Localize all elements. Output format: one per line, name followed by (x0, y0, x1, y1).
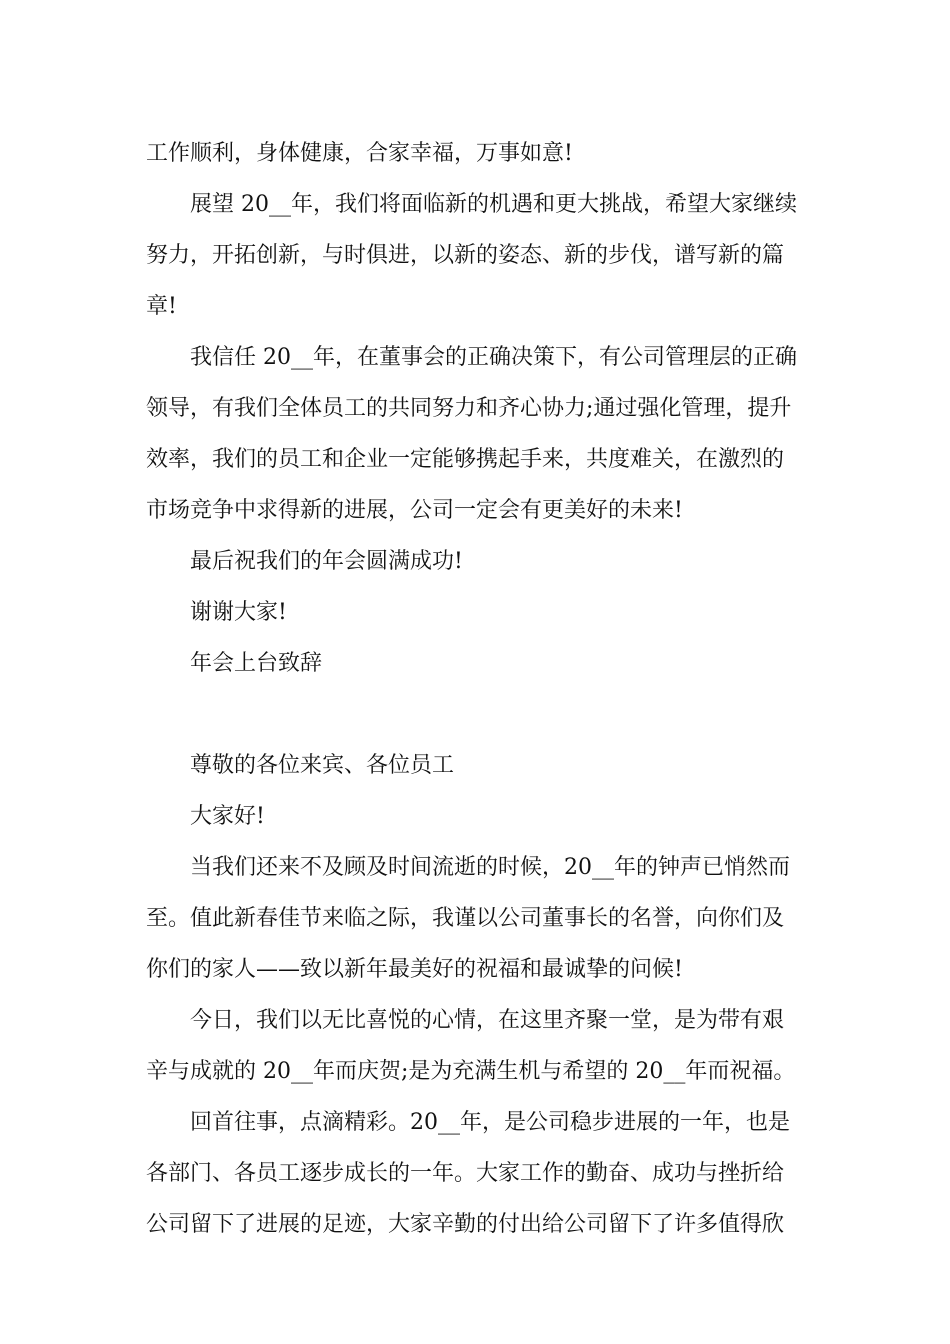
document-body (146, 128, 806, 1250)
text-line: 今日，我们以无比喜悦的心情，在这里齐聚一堂，是为带有艰 (190, 1008, 785, 1033)
text-line: 最后祝我们的年会圆满成功! (190, 549, 463, 574)
text-line: 至。值此新春佳节来临之际，我谨以公司董事长的名誉，向你们及 (146, 906, 785, 931)
text-line: 领导，有我们全体员工的共同努力和齐心协力;通过强化管理，提升 (146, 396, 792, 421)
text-line: 谢谢大家! (190, 600, 287, 625)
text-line: 辛与成就的 20__年而庆贺;是为充满生机与希望的 20__年而祝福。 (146, 1059, 796, 1084)
blank-line (146, 689, 806, 740)
section-title: 年会上台致辞 (190, 651, 323, 676)
text-line: 我信任 20__年，在董事会的正确决策下，有公司管理层的正确 (190, 345, 797, 370)
text-line: 市场竞争中求得新的进展，公司一定会有更美好的未来! (146, 498, 683, 523)
text-line: 工作顺利，身体健康，合家幸福，万事如意! (146, 141, 573, 166)
text-line: 回首往事，点滴精彩。20__年，是公司稳步进展的一年，也是 (190, 1110, 790, 1135)
text-line: 你们的家人——致以新年最美好的祝福和最诚挚的问候! (146, 957, 683, 982)
greeting: 大家好! (190, 804, 265, 829)
text-line: 展望 20__年，我们将面临新的机遇和更大挑战，希望大家继续 (190, 192, 797, 217)
text-line: 努力，开拓创新，与时俱进，以新的姿态、新的步伐，谱写新的篇 (146, 243, 785, 268)
text-line: 章! (146, 294, 177, 319)
text-line: 效率，我们的员工和企业一定能够携起手来，共度难关，在激烈的 (146, 447, 785, 472)
text-line: 各部门、各员工逐步成长的一年。大家工作的勤奋、成功与挫折给 (146, 1161, 785, 1186)
text-line: 公司留下了进展的足迹，大家辛勤的付出给公司留下了许多值得欣 (146, 1212, 785, 1237)
text-line: 当我们还来不及顾及时间流逝的时候，20__年的钟声已悄然而 (190, 855, 790, 880)
salutation: 尊敬的各位来宾、各位员工 (190, 753, 455, 778)
